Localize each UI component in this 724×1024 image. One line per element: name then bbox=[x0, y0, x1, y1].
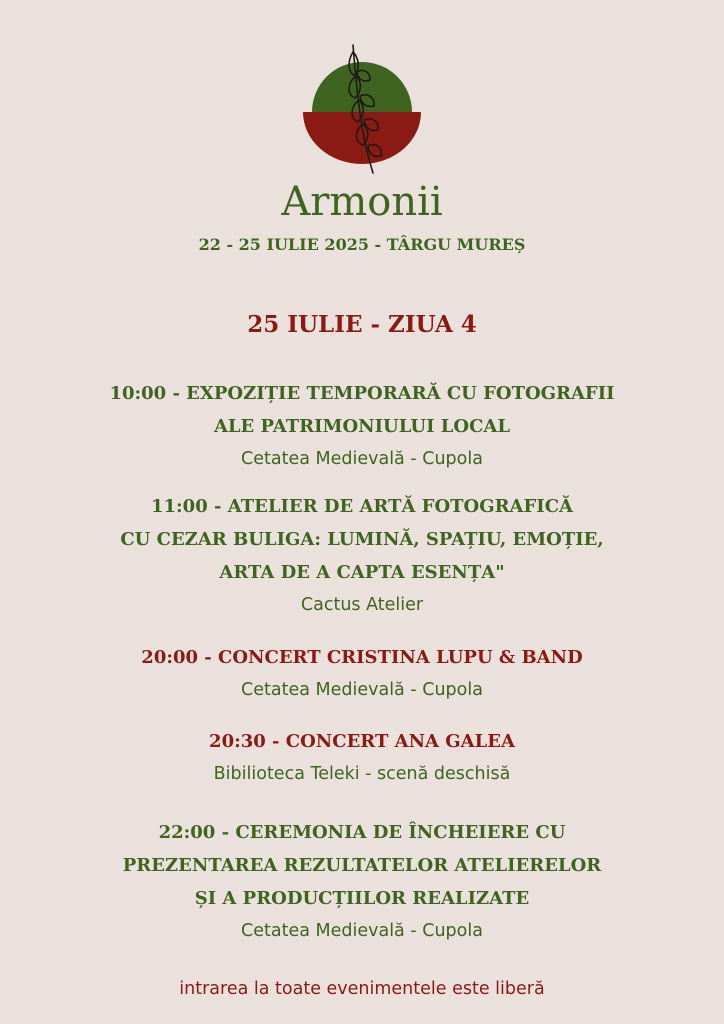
event-title bbox=[40, 641, 684, 674]
event-item bbox=[40, 490, 684, 621]
logo-red-bowl bbox=[303, 112, 421, 164]
event-title bbox=[40, 816, 684, 915]
event-title-line: 20:00 - CONCERT CRISTINA LUPU & BAND bbox=[141, 647, 583, 668]
event-title-line: ARTA DE A CAPTA ESENȚA" bbox=[219, 562, 505, 583]
free-entry-note: intrarea la toate evenimentele este liberă bbox=[179, 979, 545, 999]
event-title bbox=[40, 377, 684, 443]
event-title-line: 20:30 - CONCERT ANA GALEA bbox=[209, 731, 515, 752]
event-venue: Cetatea Medievală - Cupola bbox=[241, 449, 483, 469]
event-item bbox=[40, 725, 684, 790]
festival-dates: 22 - 25 IULIE 2025 - TÂRGU MUREȘ bbox=[198, 235, 526, 254]
event-title-line: 11:00 - ATELIER DE ARTĂ FOTOGRAFICĂ bbox=[150, 496, 573, 517]
event-venue: Cactus Atelier bbox=[300, 595, 424, 615]
day-heading: 25 IULIE - ZIUA 4 bbox=[247, 311, 477, 338]
event-title bbox=[40, 725, 684, 758]
festival-title: Armonii bbox=[281, 179, 443, 225]
event-item bbox=[40, 641, 684, 706]
festival-logo bbox=[300, 42, 424, 176]
event-item bbox=[40, 816, 684, 947]
event-venue: Bibilioteca Teleki - scenă deschisă bbox=[213, 764, 511, 784]
event-title-line: ALE PATRIMONIULUI LOCAL bbox=[213, 416, 511, 437]
event-title-line: 22:00 - CEREMONIA DE ÎNCHEIERE CU bbox=[158, 822, 566, 843]
event-title bbox=[40, 490, 684, 589]
event-title-line: ȘI A PRODUCȚIILOR REALIZATE bbox=[194, 888, 530, 909]
event-title-line: PREZENTAREA REZULTATELOR ATELIERELOR bbox=[122, 855, 602, 876]
event-venue: Cetatea Medievală - Cupola bbox=[241, 921, 483, 941]
event-venue: Cetatea Medievală - Cupola bbox=[241, 680, 483, 700]
event-item bbox=[40, 377, 684, 475]
event-title-line: 10:00 - EXPOZIȚIE TEMPORARĂ CU FOTOGRAFII bbox=[109, 383, 615, 404]
event-title-line: CU CEZAR BULIGA: LUMINĂ, SPAȚIU, EMOȚIE, bbox=[120, 529, 604, 550]
